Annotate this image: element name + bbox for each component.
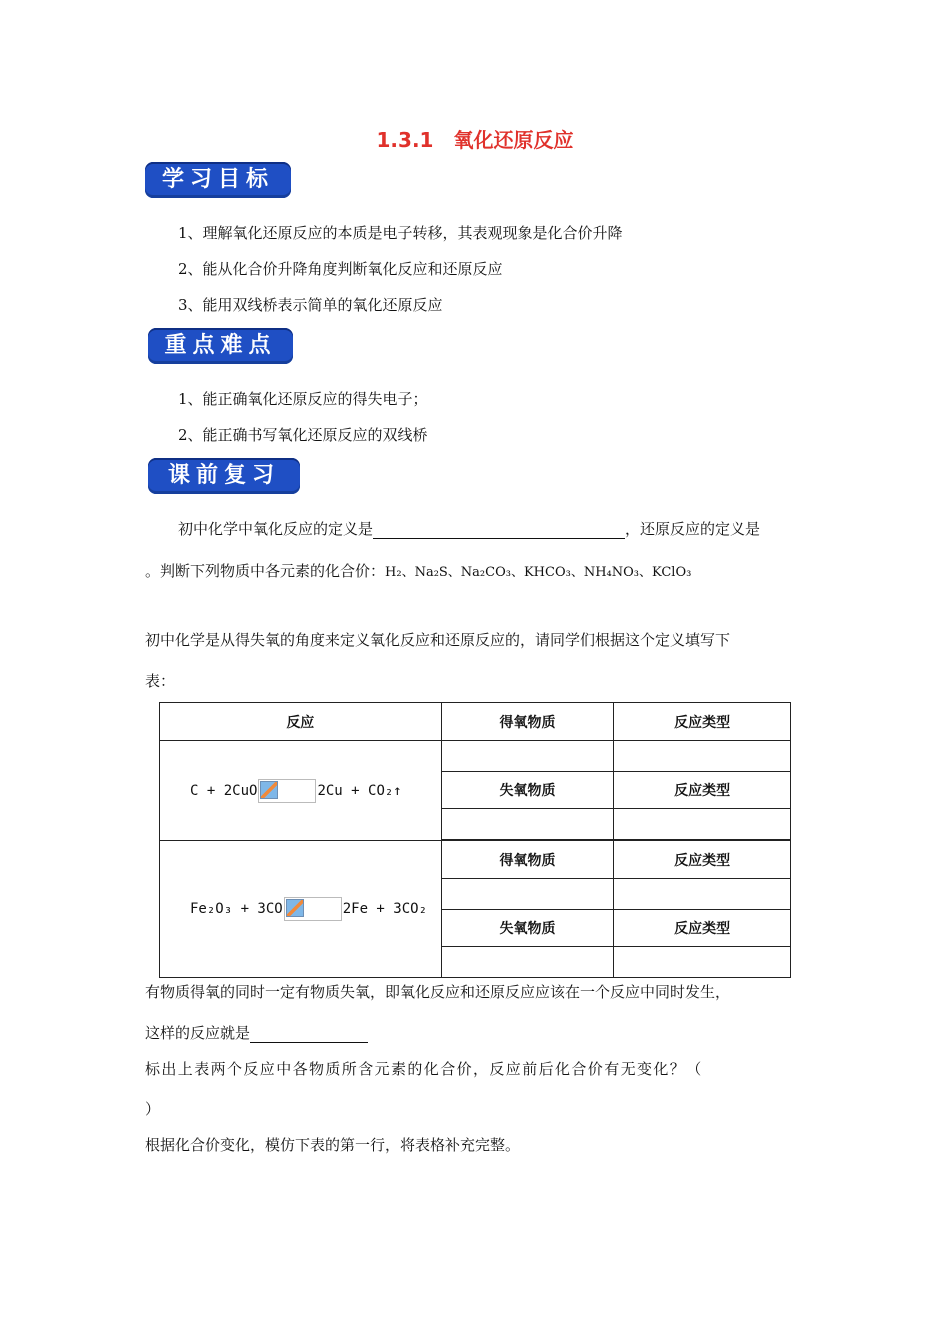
label-reaction-type: 反应类型 [614, 772, 791, 809]
label-lose-oxygen: 失氧物质 [441, 772, 614, 809]
reaction-1-lose-type-answer[interactable] [614, 809, 791, 840]
goal-item-2: 2、能从化合价升降角度判断氧化反应和还原反应 [178, 260, 503, 278]
q1-end: 。判断下列物质中各元素的化合价： [145, 562, 386, 580]
label-lose-oxygen: 失氧物质 [441, 910, 614, 947]
reaction-2-lose-type-answer[interactable] [614, 947, 791, 978]
header-gain-oxygen: 得氧物质 [441, 703, 614, 741]
reaction-1-products: 2Cu + CO₂↑ [317, 782, 402, 799]
instruction-line: 根据化合价变化，模仿下表的第一行，将表格补充完整。 [145, 1136, 521, 1154]
goal-item-3: 3、能用双线桥表示简单的氧化还原反应 [178, 296, 443, 314]
reaction-2-reactants: Fe₂O₃ + 3CO [190, 901, 283, 917]
oxidation-definition-blank[interactable] [373, 522, 625, 539]
reaction-2-gain-oxygen-answer[interactable] [441, 879, 614, 910]
review-question-2-line2: 表： [145, 672, 176, 690]
species-list: H₂、Na₂S、Na₂CO₃、KHCO₃、NH₄NO₃、KClO₃ [385, 565, 692, 580]
conclusion-line-1: 有物质得氧的同时一定有物质失氧，即氧化反应和还原反应应该在一个反应中同时发生， [145, 983, 731, 1001]
key-point-item-1: 1、能正确氧化还原反应的得失电子； [178, 390, 428, 408]
section-badge-key-points: 重点难点 [148, 328, 293, 364]
reaction-1-cell [160, 741, 442, 841]
label-gain-oxygen: 得氧物质 [441, 841, 614, 879]
reaction-1-lose-oxygen-answer[interactable] [441, 809, 614, 840]
header-reaction: 反应 [160, 703, 442, 741]
key-point-item-2: 2、能正确书写氧化还原反应的双线桥 [178, 426, 428, 444]
header-reaction-type: 反应类型 [614, 703, 791, 741]
label-reaction-type: 反应类型 [614, 910, 791, 947]
reaction-1-gain-type-answer[interactable] [614, 741, 791, 772]
reaction-2-lose-oxygen-answer[interactable] [441, 947, 614, 978]
reaction-2-products: 2Fe + 3CO₂ [342, 901, 428, 917]
section-badge-goals: 学习目标 [145, 162, 291, 198]
broken-image-icon [286, 899, 304, 917]
page-title: 1.3.1 氧化还原反应 [376, 128, 574, 152]
oxygen-reaction-table [159, 702, 791, 978]
reaction-1-gain-oxygen-answer[interactable] [441, 741, 614, 772]
conclusion-line-2-text: 这样的反应就是 [145, 1024, 251, 1042]
reaction-condition-image [258, 779, 316, 803]
reaction-2-gain-type-answer[interactable] [614, 879, 791, 910]
review-question-1-cont [145, 560, 691, 581]
q1-mid: ，还原反应的定义是 [625, 520, 761, 538]
reaction-condition-image [284, 897, 342, 921]
review-question-1 [178, 518, 760, 539]
review-question-2-line1: 初中化学是从得失氧的角度来定义氧化反应和还原反应的，请同学们根据这个定义填写下 [145, 631, 731, 649]
broken-image-icon [260, 781, 278, 799]
goal-item-1: 1、理解氧化还原反应的本质是电子转移，其表观现象是化合价升降 [178, 224, 623, 242]
reaction-2-cell [160, 841, 442, 978]
conclusion-line-2 [145, 1022, 368, 1043]
section-badge-review: 课前复习 [148, 458, 300, 494]
reaction-1-reactants: C + 2CuO [190, 782, 258, 799]
valence-question-line: 标出上表两个反应中各物质所含元素的化合价，反应前后化合价有无变化？（ [145, 1060, 703, 1078]
label-reaction-type: 反应类型 [614, 841, 791, 879]
valence-question-close: ） [145, 1100, 161, 1118]
q1-start: 初中化学中氧化反应的定义是 [178, 520, 374, 538]
redox-reaction-blank[interactable] [250, 1026, 368, 1043]
